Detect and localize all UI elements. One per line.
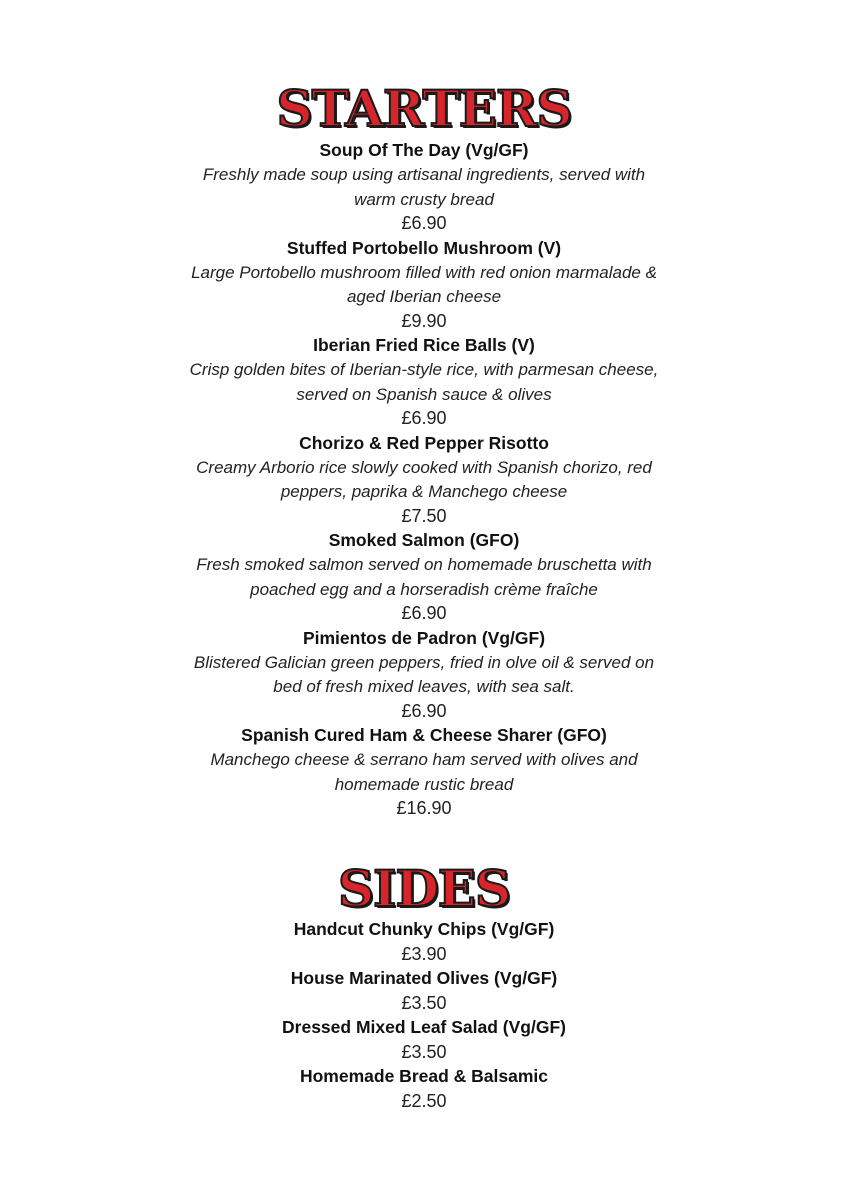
menu-item — [0, 431, 848, 529]
menu-item — [0, 236, 848, 334]
item-description: Creamy Arborio rice slowly cooked with Spanish chorizo, red peppers, paprika & Manchego cheese — [196, 457, 652, 501]
menu-item — [0, 528, 848, 626]
item-name: Homemade Bread & Balsamic — [299, 1066, 549, 1086]
starters-list — [0, 138, 848, 821]
item-name: Dressed Mixed Leaf Salad (Vg/GF) — [282, 1017, 566, 1037]
item-name: Soup Of The Day (Vg/GF) — [319, 140, 529, 160]
item-price: £9.90 — [401, 310, 447, 331]
menu-item — [0, 333, 848, 431]
item-price: £6.90 — [401, 408, 447, 428]
item-description: Fresh smoked salmon served on homemade bruschetta with poached egg and a horseradish crème fraîche — [196, 555, 652, 599]
item-description: Manchego cheese & serrano ham served with olives and homemade rustic bread — [210, 750, 638, 794]
menu-item — [0, 138, 848, 236]
item-name: House Marinated Olives (Vg/GF) — [290, 968, 558, 988]
item-name: Stuffed Portobello Mushroom (V) — [286, 237, 562, 258]
item-name: Handcut Chunky Chips (Vg/GF) — [293, 919, 555, 939]
item-price: £3.50 — [401, 993, 447, 1013]
menu-item — [0, 723, 848, 821]
menu-item — [0, 1064, 848, 1113]
item-name: Iberian Fried Rice Balls (V) — [313, 335, 535, 355]
item-description: Large Portobello mushroom filled with red onion marmalade & aged Iberian cheese — [191, 262, 657, 306]
item-price: £2.50 — [401, 1091, 447, 1111]
menu-item — [0, 917, 848, 966]
item-price: £3.50 — [401, 1042, 447, 1062]
item-description: Crisp golden bites of Iberian-style rice, with parmesan cheese, served on Spanish sauce & olives — [189, 360, 659, 404]
item-price: £7.50 — [401, 505, 447, 526]
sides-heading: SIDES — [337, 859, 511, 918]
item-name: Spanish Cured Ham & Cheese Sharer (GFO) — [241, 725, 607, 745]
item-price: £16.90 — [396, 798, 452, 818]
item-description: Freshly made soup using artisanal ingredients, served with warm crusty bread — [202, 165, 646, 209]
menu-item — [0, 1015, 848, 1064]
item-name: Smoked Salmon (GFO) — [328, 530, 520, 550]
item-price: £3.90 — [401, 944, 447, 964]
starters-heading: STARTERS — [276, 79, 572, 138]
item-name: Pimientos de Padron (Vg/GF) — [302, 627, 546, 648]
item-name: Chorizo & Red Pepper Risotto — [299, 432, 549, 453]
item-price: £6.90 — [401, 213, 447, 233]
item-price: £6.90 — [401, 700, 447, 721]
menu-item — [0, 626, 848, 724]
item-description: Blistered Galician green peppers, fried in olve oil & served on bed of fresh mixed leaves, with sea salt. — [193, 652, 655, 696]
sides-list — [0, 917, 848, 1113]
menu-item — [0, 966, 848, 1015]
item-price: £6.90 — [401, 603, 447, 623]
